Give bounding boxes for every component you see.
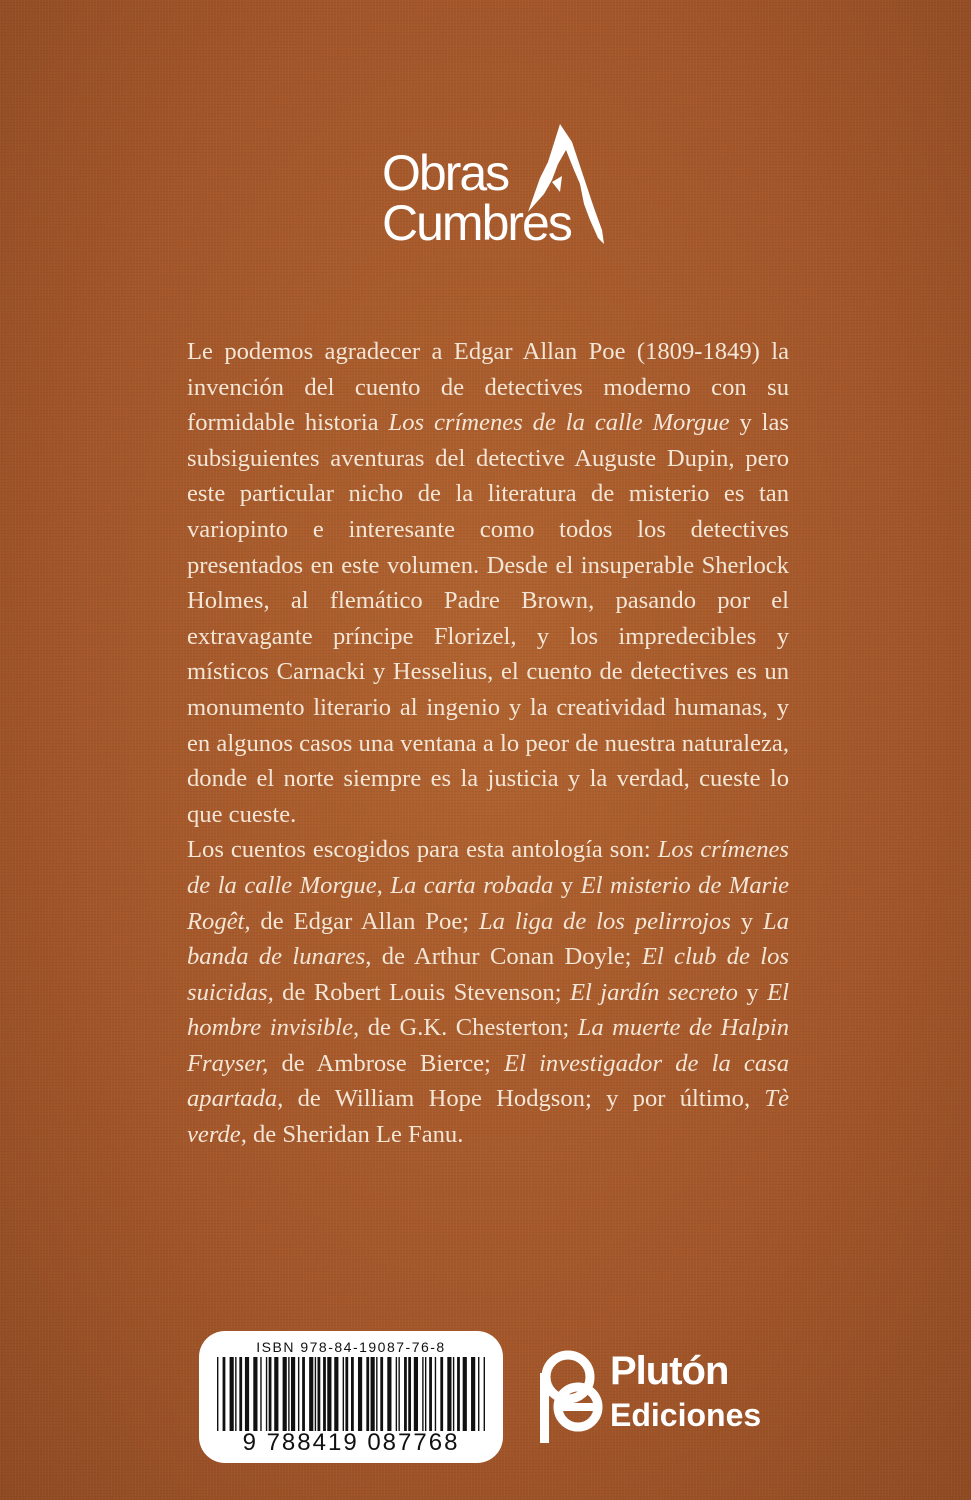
blurb-text: de Edgar Allan Poe; <box>250 907 479 935</box>
blurb-title: El club de los suicidas, <box>187 943 790 1006</box>
blurb-text: y <box>730 907 764 935</box>
blurb-text: y las subsiguientes aventuras del detective Auguste Dupin, pero este particular nicho de la literatura de misterio es tan variopinto e interesante como todos los detectives presentados en este volumen. Desde el insuperable Sherlock Holmes, al flemático Padre Brown, pasando por el extravagante príncipe Florizel, y los impredecibles y místicos Carnacki y Hesselius, el cuento de detectives es un monumento literario al ingenio y la creatividad humanas, y en algunos casos una ventana a lo peor de nuestra naturaleza, donde el norte siempre es la justicia y la verdad, cueste lo que cueste. <box>187 409 789 828</box>
blurb-text: y <box>553 871 581 899</box>
pe-monogram-icon <box>532 1341 604 1451</box>
blurb-text: de G.K. Chesterton; <box>359 1014 578 1042</box>
barcode-digits: 9 788419 087768 <box>242 1429 460 1456</box>
blurb-title: Los crímenes de la calle Morgue <box>388 409 730 437</box>
mountain-icon <box>522 120 612 245</box>
blurb-paragraph-1 <box>187 334 789 832</box>
barcode-bars <box>217 1357 485 1431</box>
blurb-title: La banda de lunares, <box>187 907 789 971</box>
series-logo <box>382 120 622 250</box>
isbn-label: ISBN 978-84-19087-76-8 <box>256 1339 446 1355</box>
blurb-text: de William Hope Hodgson; y por último, <box>283 1085 765 1113</box>
blurb-title: El investigador de la casa apartada, <box>187 1049 789 1113</box>
blurb-paragraph-2 <box>187 832 789 1152</box>
blurb-title: Los crímenes de la calle Morgue, La carta robada <box>187 836 789 899</box>
blurb-text: de Arthur Conan Doyle; <box>371 943 642 971</box>
blurb-text: de Ambrose Bierce; <box>268 1049 505 1077</box>
blurb-title: La muerte de Halpin Frayser, <box>187 1014 789 1077</box>
blurb-text: de Sheridan Le Fanu. <box>246 1121 464 1149</box>
blurb-text: Le podemos agradecer a Edgar Allan Poe (1809-1849) la invención del cuento de detectives moderno con su formidable historia <box>187 338 789 437</box>
blurb-title: El hombre invisible, <box>187 978 789 1042</box>
back-cover-blurb <box>187 334 789 1153</box>
blurb-title: Tè verde, <box>187 1085 789 1149</box>
blurb-title: El jardín secreto <box>569 978 738 1006</box>
blurb-text: Los cuentos escogidos para esta antología son: <box>187 836 658 864</box>
blurb-text: y <box>737 978 768 1006</box>
isbn-barcode <box>199 1331 503 1463</box>
publisher-logo <box>532 1337 812 1457</box>
blurb-title: El misterio de Marie Rogêt, <box>187 871 789 935</box>
series-logo-line2: Cumbres <box>382 195 571 251</box>
publisher-subtitle: Ediciones <box>610 1397 762 1433</box>
publisher-name: Plutón <box>610 1349 729 1393</box>
blurb-title: La liga de los pelirrojos <box>479 907 731 935</box>
series-logo-line1: Obras <box>382 145 509 201</box>
blurb-text: de Robert Louis Stevenson; <box>273 978 570 1006</box>
